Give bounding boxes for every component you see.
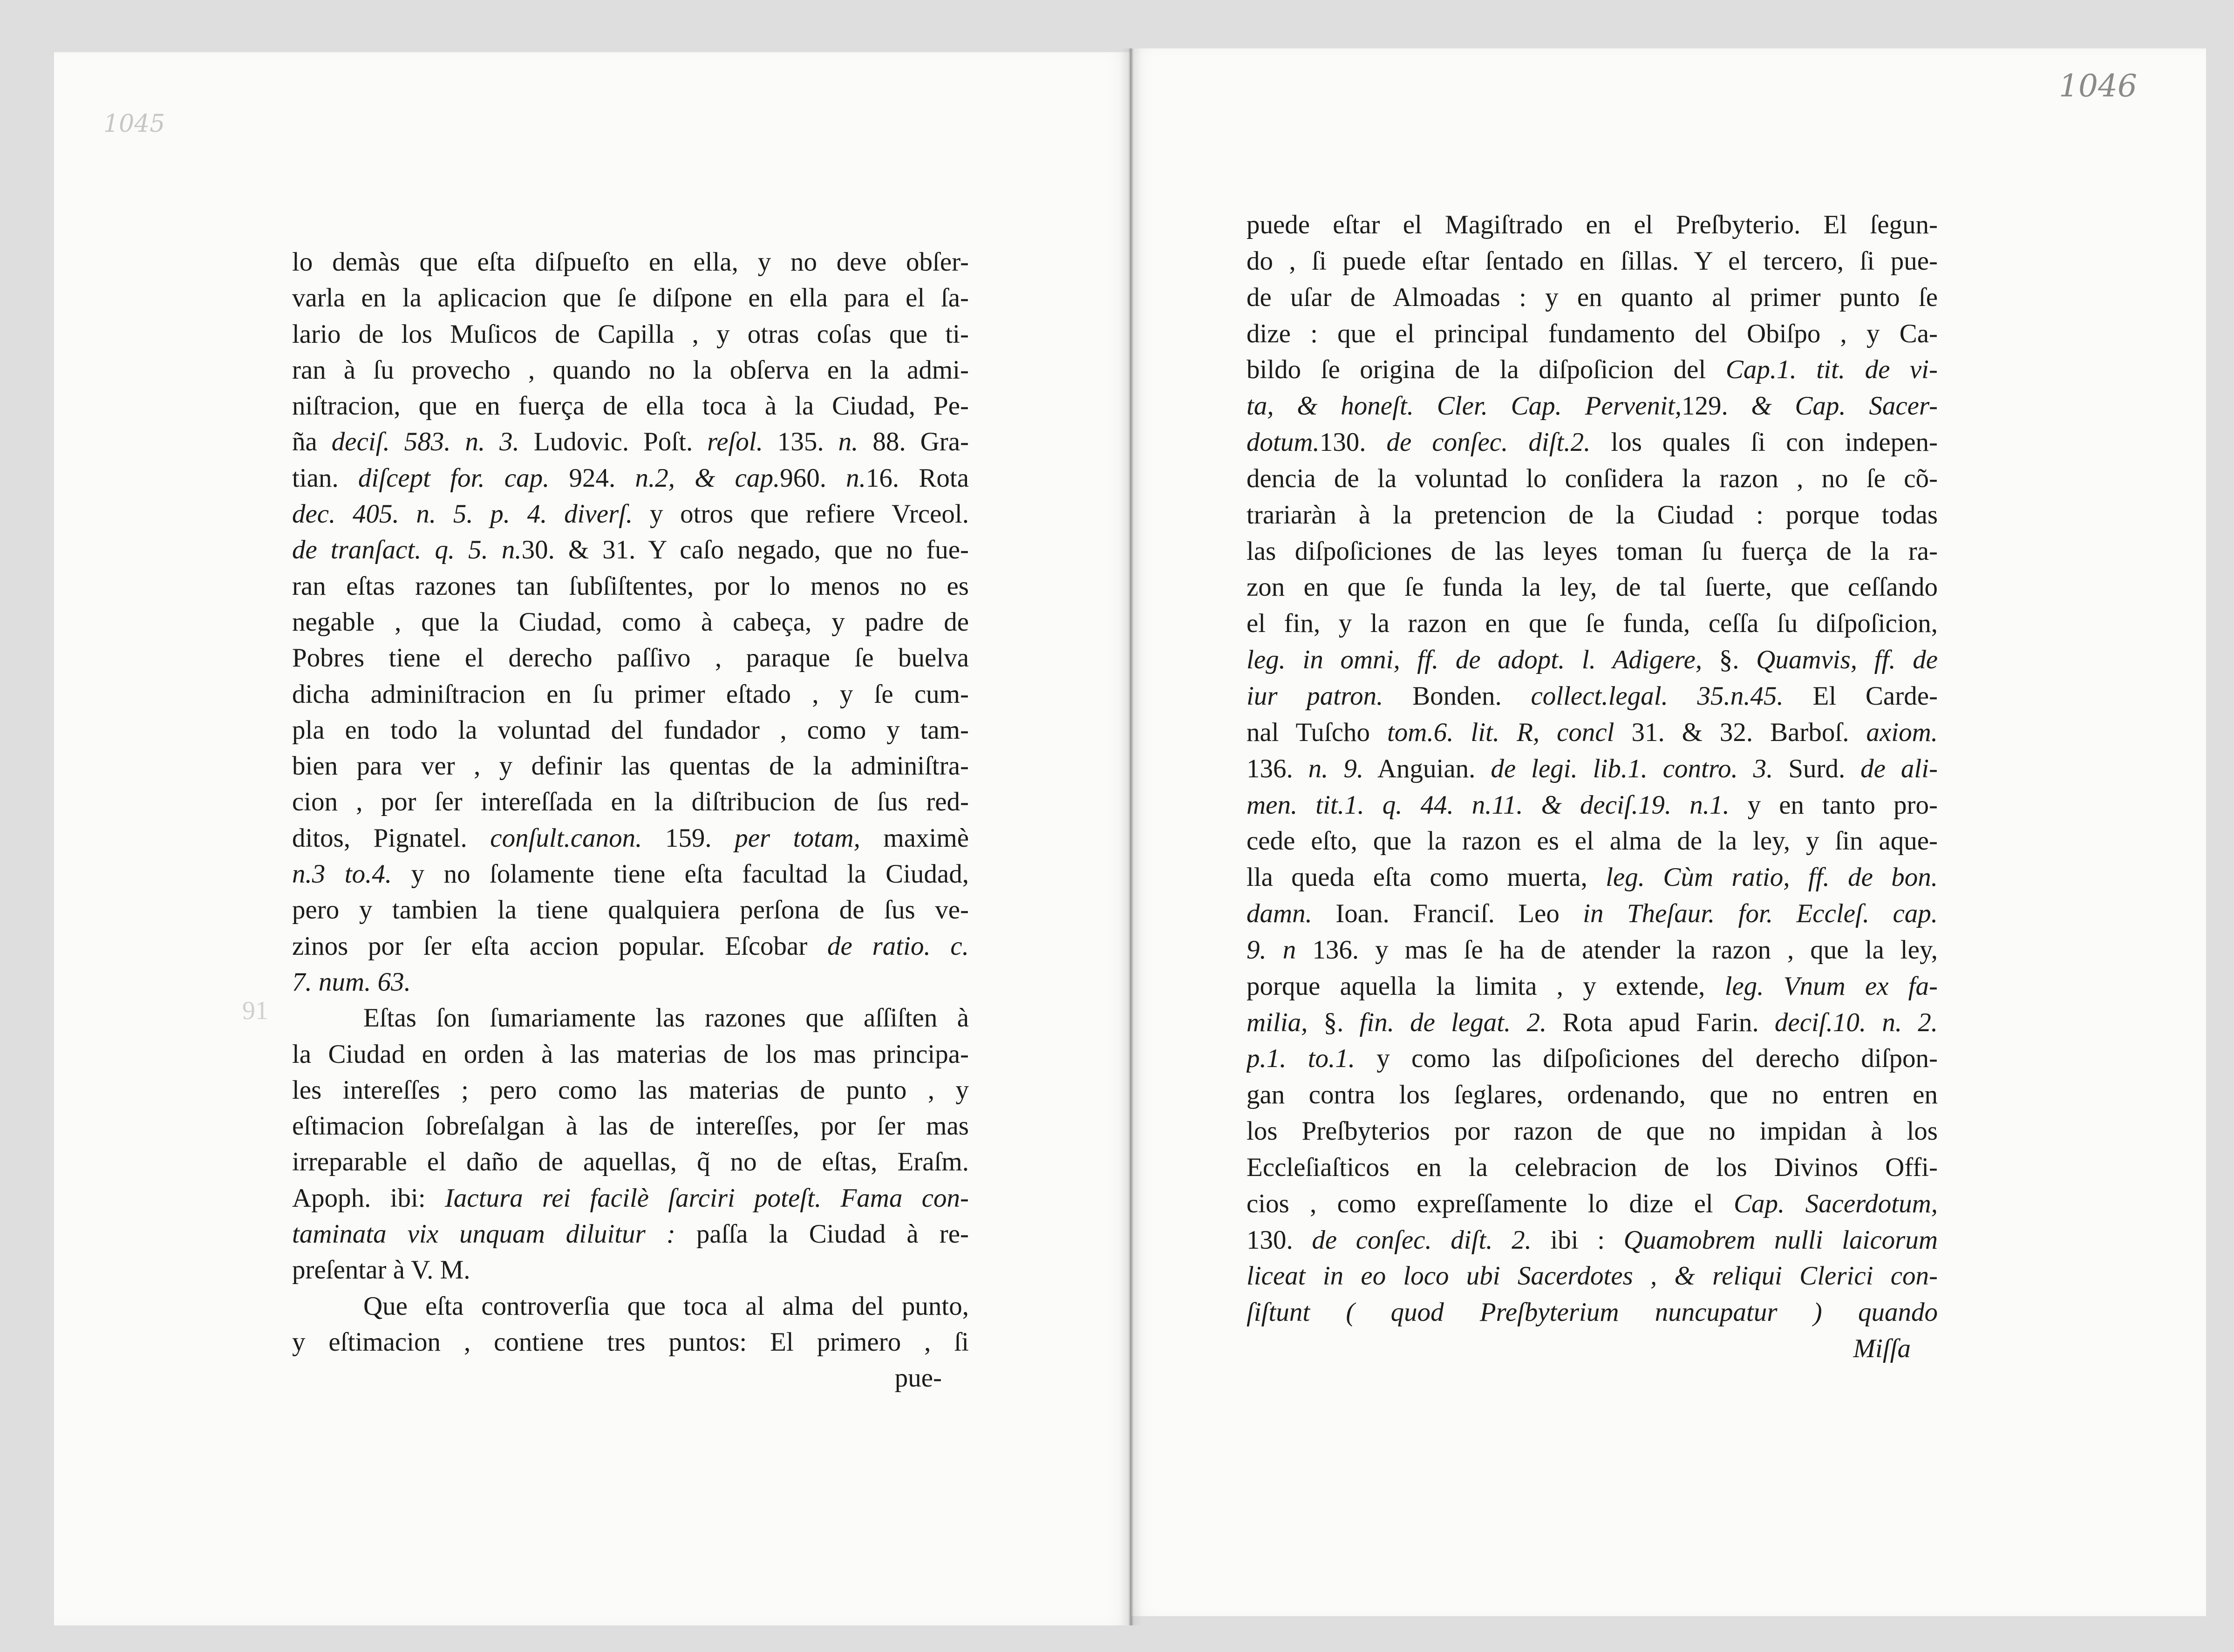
body-text: dize : que el principal fundamento del Obiſpo , y Ca- xyxy=(1246,319,1938,348)
italic-citation-text: dotum. xyxy=(1246,428,1320,457)
body-text: pla en todo la voluntad del fundador , como y tam- xyxy=(292,715,969,745)
body-text: los quales ſi con indepen- xyxy=(1590,428,1938,457)
text-line xyxy=(292,352,969,388)
text-line xyxy=(1246,896,1938,932)
text-line xyxy=(292,1324,969,1360)
italic-citation-text: Iactura rei facilè ſarciri poteſt. Fama con- xyxy=(444,1183,969,1213)
body-text: gan contra los ſeglares, ordenando, que no entren en xyxy=(1246,1080,1938,1110)
italic-citation-text: p.1. to.1. xyxy=(1246,1044,1355,1074)
italic-citation-text: deciſ. 583. n. 3. xyxy=(331,427,519,457)
body-text: las diſpoſiciones de las leyes toman ſu fuerça de la ra- xyxy=(1246,536,1938,566)
italic-citation-text: deciſ.10. n. 2. xyxy=(1774,1007,1938,1037)
text-line xyxy=(1246,1040,1938,1077)
text-line xyxy=(1246,751,1938,787)
italic-citation-text: in Theſaur. for. Eccleſ. cap. xyxy=(1583,899,1938,929)
text-line xyxy=(1246,678,1938,714)
body-text: 136. xyxy=(1246,754,1308,783)
body-text: 130. xyxy=(1246,1225,1312,1255)
text-line xyxy=(292,388,969,424)
text-line xyxy=(292,820,969,856)
italic-citation-text: dec. 405. n. 5. p. 4. diverſ. xyxy=(292,499,633,529)
text-line xyxy=(1246,1005,1938,1041)
text-line xyxy=(1246,1222,1938,1258)
body-text: 130. xyxy=(1319,428,1387,457)
text-line xyxy=(1246,932,1938,968)
text-line xyxy=(292,316,969,352)
body-text: 924. xyxy=(549,463,635,493)
body-text: la Ciudad en orden à las materias de los mas principa- xyxy=(292,1039,969,1069)
italic-citation-text: 7. num. 63. xyxy=(292,967,411,997)
body-text: Rota apud Farin. xyxy=(1546,1007,1775,1037)
italic-citation-text: de conſec. diſt.2. xyxy=(1386,428,1591,457)
text-line xyxy=(1246,424,1938,461)
body-text: Ioan. Franciſ. Leo xyxy=(1312,899,1583,929)
left-text-block xyxy=(292,244,969,1396)
body-text: do , ſi puede eſtar ſentado en ſillas. Y el tercero, ſi pue- xyxy=(1246,246,1938,276)
italic-citation-text: damn. xyxy=(1246,899,1312,929)
italic-citation-text: ſiſtunt ( quod Preſbyterium nuncupatur ) quando xyxy=(1246,1298,1938,1327)
body-text: ibi : xyxy=(1531,1225,1624,1255)
italic-citation-text: leg. Cùm ratio, ff. de bon. xyxy=(1606,863,1938,892)
italic-citation-text: n.3 to.4. xyxy=(292,859,392,889)
gutter-fold xyxy=(1120,48,1142,1625)
body-text: 88. Gra- xyxy=(858,427,969,457)
text-line xyxy=(292,568,969,604)
body-text: tian. xyxy=(292,463,358,493)
body-text: bildo ſe origina de la diſpoſicion del xyxy=(1246,355,1726,385)
text-line xyxy=(1246,1149,1938,1186)
body-text: §. xyxy=(1308,1007,1360,1037)
text-line xyxy=(292,424,969,460)
body-text: ran à ſu provecho , quando no la obſerva en la admi- xyxy=(292,355,969,385)
body-text: y en tanto pro- xyxy=(1729,790,1938,820)
body-text: cede eſto, que la razon es el alma de la ley, y ſin aque- xyxy=(1246,826,1938,856)
text-line xyxy=(292,748,969,784)
text-line xyxy=(1246,823,1938,859)
body-text: Pobres tiene el derecho paſſivo , paraque ſe buelva xyxy=(292,643,969,673)
body-text: lla queda eſta como muerta, xyxy=(1246,863,1606,892)
italic-citation-text: men. tit.1. q. 44. n.11. & deciſ.19. n.1. xyxy=(1246,790,1730,820)
body-text: puede eſtar el Magiſtrado en el Preſbyterio. El ſegun- xyxy=(1246,210,1938,239)
body-text: §. xyxy=(1702,645,1757,675)
italic-citation-text: de tranſact. q. 5. n. xyxy=(292,535,522,565)
body-text: y no ſolamente tiene eſta facultad la Ciudad, xyxy=(392,859,969,889)
body-text: de uſar de Almoadas : y en quanto al primer punto ſe xyxy=(1246,282,1938,312)
body-text: ran eſtas razones tan ſubſiſtentes, por lo menos no es xyxy=(292,571,969,601)
italic-citation-text: n.2, & cap. xyxy=(635,463,780,493)
text-line xyxy=(1246,316,1938,352)
body-text: El Carde- xyxy=(1783,681,1938,711)
italic-citation-text: 9. n xyxy=(1246,935,1296,965)
body-text: varla en la aplicacion que ſe diſpone en ella para el ſa- xyxy=(292,283,969,313)
body-text: irreparable el daño de aquellas, q̃ no de eſtas, Eraſm. xyxy=(292,1147,969,1177)
text-line xyxy=(1246,605,1938,642)
italic-citation-text: fin. de legat. 2. xyxy=(1359,1007,1547,1037)
body-text: 960. xyxy=(780,463,846,493)
italic-citation-text: conſult.canon. xyxy=(490,823,642,853)
body-text: Surd. xyxy=(1773,754,1861,783)
body-text: 30. & 31. Y caſo negado, que no fue- xyxy=(521,535,969,565)
body-text: porque aquella la limita , y extende, xyxy=(1246,971,1725,1001)
italic-citation-text: Cap. Sacerdotum, xyxy=(1734,1189,1938,1218)
text-line xyxy=(1246,1186,1938,1222)
italic-citation-text: de legi. lib.1. contro. 3. xyxy=(1491,754,1773,783)
italic-citation-text: de conſec. diſt. 2. xyxy=(1312,1225,1532,1255)
body-text: paſſa la Ciudad à re- xyxy=(675,1219,969,1249)
catchword-left: pue- xyxy=(894,1363,942,1393)
body-text: cios , como expreſſamente lo dize el xyxy=(1246,1189,1734,1218)
italic-citation-text: diſcept for. cap. xyxy=(358,463,550,493)
text-line xyxy=(292,856,969,892)
italic-citation-text: & Cap. Sacer- xyxy=(1751,391,1938,421)
body-text: preſentar à V. M. xyxy=(292,1255,470,1285)
body-text: Bonden. xyxy=(1383,681,1531,711)
italic-citation-text: leg. Vnum ex fa- xyxy=(1724,971,1938,1001)
right-text-block xyxy=(1246,207,1938,1367)
body-text: Apoph. ibi: xyxy=(292,1183,445,1213)
text-line xyxy=(292,892,969,928)
body-text: y como las diſpoſiciones del derecho diſpon- xyxy=(1355,1044,1938,1074)
body-text: 135. xyxy=(763,427,838,457)
italic-citation-text: taminata vix unquam diluitur : xyxy=(292,1219,675,1249)
body-text: lo demàs que eſta diſpueſto en ella, y no deve obſer- xyxy=(292,247,969,277)
text-line xyxy=(1246,497,1938,533)
body-text: los Preſbyterios por razon de que no impidan à los xyxy=(1246,1116,1938,1146)
italic-citation-text: liceat in eo loco ubi Sacerdotes , & reliqui Clerici con- xyxy=(1246,1261,1938,1291)
italic-citation-text: Quamvis, ff. de xyxy=(1756,645,1938,675)
italic-citation-text: reſol. xyxy=(707,427,763,457)
italic-citation-text: milia, xyxy=(1246,1007,1308,1037)
italic-citation-text: tom.6. lit. R, concl xyxy=(1387,717,1614,747)
text-line xyxy=(1246,243,1938,279)
right-lines xyxy=(1246,207,1938,1331)
body-text: ditos, Pignatel. xyxy=(292,823,490,853)
body-text: les intereſſes ; pero como las materias de punto , y xyxy=(292,1075,969,1105)
italic-citation-text: n. 9. xyxy=(1308,754,1364,783)
text-line xyxy=(292,640,969,676)
text-line xyxy=(1246,279,1938,316)
body-text: y eſtimacion , contiene tres puntos: El primero , ſi xyxy=(292,1327,969,1357)
body-text: dicha adminiſtracion en ſu primer eſtado , y ſe cum- xyxy=(292,679,969,709)
italic-citation-text: de ali- xyxy=(1860,754,1938,783)
text-line xyxy=(1246,461,1938,497)
text-line xyxy=(292,280,969,316)
text-line xyxy=(292,496,969,532)
text-line xyxy=(292,1252,969,1288)
text-line xyxy=(292,712,969,748)
text-line xyxy=(292,604,969,640)
body-text: pero y tambien la tiene qualquiera perſona de ſus ve- xyxy=(292,895,969,925)
text-line xyxy=(1246,1077,1938,1113)
body-text: bien para ver , y definir las quentas de la adminiſtra- xyxy=(292,751,969,781)
text-line xyxy=(292,928,969,964)
body-text: negable , que la Ciudad, como à cabeça, y padre de xyxy=(292,607,969,637)
text-line xyxy=(292,676,969,712)
text-line xyxy=(292,1036,969,1072)
italic-citation-text: Quamobrem nulli laicorum xyxy=(1623,1225,1938,1255)
body-text: cion , por ſer intereſſada en la diſtribucion de ſus red- xyxy=(292,787,969,817)
text-line xyxy=(292,964,969,1000)
body-text: 159. xyxy=(642,823,735,853)
italic-citation-text: collect.legal. 35.n.45. xyxy=(1531,681,1784,711)
text-line xyxy=(1246,1294,1938,1331)
text-line xyxy=(1246,1113,1938,1149)
italic-citation-text: de ratio. c. xyxy=(827,931,969,961)
body-text: zon en que ſe funda la ley, de tal ſuerte, que ceſſando xyxy=(1246,572,1938,602)
left-lines xyxy=(292,244,969,1360)
body-text: y otros que refiere Vrceol. xyxy=(633,499,969,529)
body-text: ña xyxy=(292,427,332,457)
body-text: nal Tuſcho xyxy=(1246,717,1387,747)
body-text: dencia de la voluntad lo conſidera la razon , no ſe cõ- xyxy=(1246,463,1938,493)
text-line xyxy=(1246,714,1938,751)
catchword-right: Miſſa xyxy=(1853,1334,1911,1364)
text-line xyxy=(1246,352,1938,388)
text-line xyxy=(1246,388,1938,424)
text-line xyxy=(1246,1258,1938,1294)
body-text: Que eſta controverſia que toca al alma del punto, xyxy=(363,1291,969,1321)
show-through-mark: 91 xyxy=(242,996,268,1025)
italic-citation-text: n. xyxy=(838,427,858,457)
text-line xyxy=(292,532,969,568)
body-text: maximè xyxy=(860,823,969,853)
body-text: Eſtas ſon ſumariamente las razones que aſſiſten à xyxy=(363,1003,969,1033)
italic-citation-text: ta, & honeſt. Cler. Cap. Pervenit, xyxy=(1246,391,1682,421)
italic-citation-text: iur patron. xyxy=(1246,681,1383,711)
italic-citation-text: n. xyxy=(846,463,866,493)
text-line xyxy=(1246,968,1938,1005)
text-line xyxy=(1246,207,1938,243)
body-text: 136. y mas ſe ha de atender la razon , que la ley, xyxy=(1296,935,1938,965)
body-text: zinos por ſer eſta accion popular. Eſcobar xyxy=(292,931,828,961)
text-line xyxy=(1246,787,1938,823)
text-line xyxy=(1246,569,1938,605)
text-line xyxy=(292,1288,969,1324)
italic-citation-text: leg. in omni, ff. de adopt. l. Adigere, xyxy=(1246,645,1703,675)
text-line xyxy=(1246,859,1938,896)
text-line xyxy=(292,1000,969,1036)
italic-citation-text: per totam, xyxy=(735,823,860,853)
body-text: trariaràn à la pretencion de la Ciudad : porque todas xyxy=(1246,500,1938,530)
body-text: lario de los Muſicos de Capilla , y otras coſas que ti- xyxy=(292,319,969,349)
body-text: Ludovic. Poſt. xyxy=(519,427,708,457)
body-text: 129. xyxy=(1681,391,1751,421)
text-line xyxy=(292,1144,969,1180)
text-line xyxy=(292,784,969,820)
body-text: 31. & 32. Barboſ. xyxy=(1614,717,1866,747)
text-line xyxy=(292,1072,969,1108)
body-text: 16. Rota xyxy=(865,463,969,493)
body-text: Anguian. xyxy=(1363,754,1491,783)
text-line xyxy=(1246,642,1938,678)
body-text: el fin, y la razon en que ſe funda, ceſſa ſu diſpoſicion, xyxy=(1246,609,1938,639)
folio-number-right: 1046 xyxy=(2059,68,2137,104)
text-line xyxy=(292,1216,969,1252)
body-text: niſtracion, que en fuerça de ella toca à la Ciudad, Pe- xyxy=(292,391,969,421)
text-line xyxy=(292,1108,969,1144)
body-text: Eccleſiaſticos en la celebracion de los Divinos Offi- xyxy=(1246,1152,1938,1182)
italic-citation-text: axiom. xyxy=(1866,717,1938,747)
text-line xyxy=(292,1180,969,1216)
text-line xyxy=(292,460,969,496)
text-line xyxy=(292,244,969,280)
italic-citation-text: Cap.1. tit. de vi- xyxy=(1725,355,1938,385)
folio-number-left: 1045 xyxy=(103,110,165,138)
body-text: eſtimacion ſobreſalgan à las de intereſſes, por ſer mas xyxy=(292,1111,969,1141)
text-line xyxy=(1246,533,1938,570)
